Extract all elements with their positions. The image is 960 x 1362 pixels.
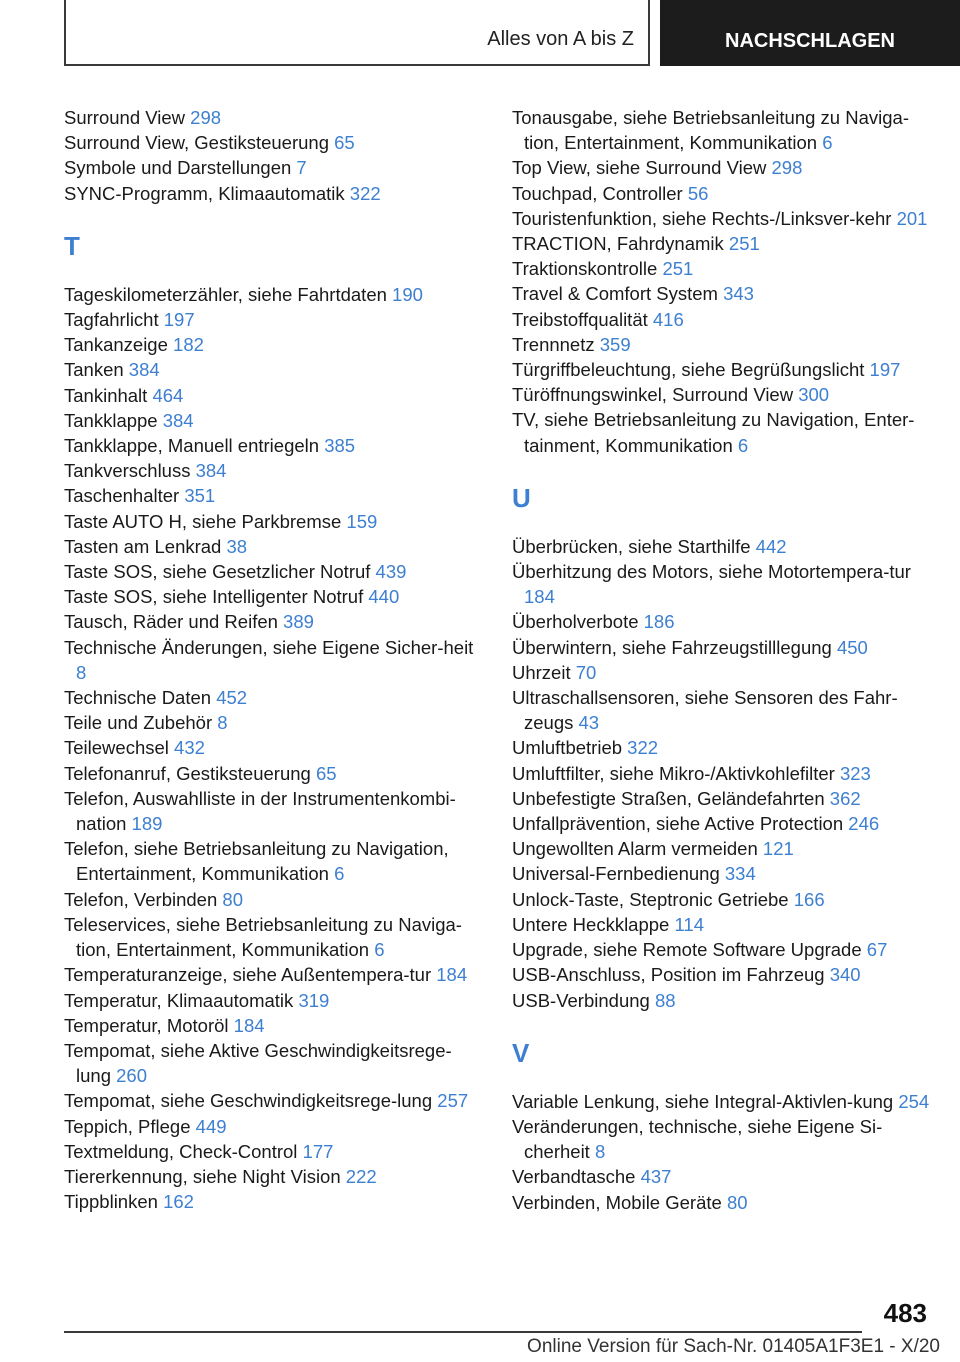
index-entry-page-link[interactable]: 8 [76,661,87,683]
index-entry-term: Temperaturanzeige, siehe Außentempera‐tur [64,964,432,986]
index-entry [64,761,484,786]
index-entry [64,130,484,155]
header-left-rule [64,0,66,66]
index-entry [64,408,484,433]
header-bottom-rule [64,64,650,66]
index-entry-page-link[interactable]: 197 [163,309,195,331]
index-column-right [512,105,932,1215]
index-entry-page-link[interactable]: 437 [640,1166,672,1188]
index-entry-term: Unlock-Taste, Steptronic Getriebe [512,888,789,910]
index-entry-page-link[interactable]: 464 [152,384,184,406]
index-entry [64,735,484,760]
index-column-left [64,105,484,1214]
index-entry-term: Surround View, Gestiksteuerung [64,132,329,154]
index-entry-term: Tankinhalt [64,384,148,406]
index-entry [64,836,484,886]
header-section-label: NACHSCHLAGEN [725,29,895,52]
index-entry [512,559,932,609]
index-entry-page-link[interactable]: 298 [190,107,222,128]
index-entry-page-link[interactable]: 442 [755,535,787,557]
index-entry-term: Umluftfilter, siehe Mikro-/Aktivkohlefilter [512,762,835,784]
index-entry [64,962,484,987]
index-entry [512,256,932,281]
index-entry-term: Trennnetz [512,333,595,355]
index-entry [512,407,932,457]
index-entry [64,155,484,180]
index-entry-term: Tempomat, siehe Aktive Geschwindigkeitsrege‐lung [64,1039,452,1087]
index-entry-page-link[interactable]: 6 [737,434,749,456]
index-entry-term: Technische Daten [64,687,212,709]
footer-rule [64,1331,862,1333]
index-entry [512,1114,932,1164]
index-entry-page-link[interactable]: 8 [594,1141,606,1163]
index-entry-page-link[interactable]: 351 [184,485,216,507]
index-entry [512,685,932,735]
index-entry-page-link[interactable]: 416 [652,308,684,330]
index-entry [512,231,932,256]
index-entry-page-link[interactable]: 298 [771,157,803,179]
index-entry [64,483,484,508]
index-entry-page-link[interactable]: 201 [896,207,928,229]
index-entry [64,912,484,962]
index-entry [512,887,932,912]
index-entry-term: Tanken [64,359,124,381]
index-entry-page-link[interactable]: 384 [195,460,227,482]
index-entry-term: Tankklappe [64,409,158,431]
index-entry-page-link[interactable]: 322 [627,737,659,759]
index-entry-term: SYNC-Programm, Klimaautomatik [64,182,345,204]
index-entry-term: Tasten am Lenkrad [64,535,222,557]
index-entry-term: Tageskilometerzähler, siehe Fahrtdaten [64,283,387,305]
index-entry-term: Ungewollten Alarm vermeiden [512,838,758,860]
index-entry [64,559,484,584]
index-entry [512,332,932,357]
index-entry-term: Türgriffbeleuchtung, siehe Begrüßungslicht [512,359,865,381]
index-entry [64,635,484,685]
index-entry-term: Untere Heckklappe [512,913,670,935]
header-chapter-title: Alles von A bis Z [487,28,634,50]
index-entry [512,912,932,937]
index-entry [512,635,932,660]
index-entry-term: Taste SOS, siehe Gesetzlicher Notruf [64,561,371,583]
index-entry-term: Umluftbetrieb [512,737,623,759]
index-entry-page-link[interactable]: 177 [302,1140,334,1162]
index-entry-term: Telefon, siehe Betriebsanleitung zu Navigation, Entertainment, Kommunikation [64,838,449,885]
index-entry-page-link[interactable]: 67 [866,939,888,961]
index-entry-page-link[interactable]: 162 [163,1191,194,1213]
index-entry [512,811,932,836]
index-entry-page-link[interactable]: 186 [643,611,675,633]
index-entry-term: Tagfahrlicht [64,309,159,331]
index-entry [64,786,484,836]
index-entry-page-link[interactable]: 222 [345,1165,377,1187]
index-entry-page-link[interactable]: 389 [283,611,314,633]
index-entry-term: Tankverschluss [64,460,191,482]
index-entry-page-link[interactable]: 260 [116,1065,147,1087]
index-letter-heading: U [512,482,531,513]
index-entry [64,710,484,735]
index-entry [64,988,484,1013]
index-entry-term: Treibstoffqualität [512,308,648,330]
index-entry-term: Tausch, Räder und Reifen [64,611,278,633]
index-entry-term: Touchpad, Controller [512,182,683,204]
index-entry [64,383,484,408]
index-entry-term: Tiererkennung, siehe Night Vision [64,1165,341,1187]
index-entry-term: Überhitzung des Motors, siehe Motortempera‐tur [512,561,911,583]
index-entry-term: Telefon, Auswahlliste in der Instrumentenkombi‐nation [64,787,456,835]
index-entry [512,206,932,231]
index-entry [64,1013,484,1038]
index-entry-page-link[interactable]: 251 [662,258,694,280]
index-entry [512,937,932,962]
footer-version-text: Online Version für Sach-Nr. 01405A1F3E1 - X/20 [527,1336,940,1357]
index-entry [512,1164,932,1189]
index-entry-page-link[interactable]: 184 [233,1014,265,1036]
index-entry [64,433,484,458]
index-entry-term: Variable Lenkung, siehe Integral-Aktivlen‐kung [512,1090,894,1112]
index-entry-term: Überholverbote [512,611,639,633]
index-entry-page-link[interactable]: 450 [836,636,868,658]
index-entry [64,685,484,710]
index-entry-page-link[interactable]: 190 [392,283,423,305]
index-entry-term: Universal-Fernbedienung [512,863,720,885]
index-entry-page-link[interactable]: 340 [829,964,861,986]
index-entry-page-link[interactable]: 319 [298,989,330,1011]
index-entry [512,155,932,180]
index-entry-term: TRACTION, Fahrdynamik [512,233,724,255]
index-entry [64,1189,484,1214]
index-entry-page-link[interactable]: 300 [798,384,830,406]
index-entry-page-link[interactable]: 121 [762,838,794,860]
index-entry-page-link[interactable]: 251 [728,233,760,255]
index-entry-term: Taste SOS, siehe Intelligenter Notruf [64,586,364,608]
index-entry-page-link[interactable]: 6 [334,863,345,885]
index-entry-page-link[interactable]: 254 [898,1090,930,1112]
index-entry [64,534,484,559]
index-entry-term: Verbandtasche [512,1166,636,1188]
index-entry-term: Traktionskontrolle [512,258,658,280]
index-entry [64,887,484,912]
index-entry-page-link[interactable]: 159 [346,510,378,532]
index-entry-term: Telefonanruf, Gestiksteuerung [64,762,311,784]
index-entry [512,962,932,987]
index-entry-page-link[interactable]: 257 [437,1090,469,1112]
index-entry-term: Teilewechsel [64,737,169,759]
index-entry-page-link[interactable]: 384 [162,409,194,431]
index-entry-term: Technische Änderungen, siehe Eigene Sicher‐heit [64,636,474,658]
index-entry [512,1089,932,1114]
index-entry-term: Teleservices, siehe Betriebsanleitung zu Naviga‐tion, Entertainment, Kommunikation [64,913,462,961]
index-entry-term: Top View, siehe Surround View [512,157,767,179]
index-entry-page-link[interactable]: 38 [226,535,248,557]
index-entry [64,1139,484,1164]
index-entry-term: USB-Anschluss, Position im Fahrzeug [512,964,825,986]
index-entry [512,988,932,1013]
index-entry-page-link[interactable]: 80 [222,888,243,910]
index-entry-term: Surround View [64,107,186,128]
index-entry [512,357,932,382]
index-entry-page-link[interactable]: 334 [724,863,756,885]
index-entry [512,534,932,559]
index-entry-page-link[interactable]: 88 [654,989,676,1011]
index-entry-term: USB-Verbindung [512,989,650,1011]
index-entry-page-link[interactable]: 362 [829,787,861,809]
index-entry-page-link[interactable]: 323 [839,762,871,784]
index-entry-page-link[interactable]: 343 [723,283,754,305]
index-entry [64,1038,484,1088]
index-entry [512,735,932,760]
index-entry-page-link[interactable]: 322 [349,182,381,204]
index-entry-term: Überwintern, siehe Fahrzeugstilllegung [512,636,832,658]
index-entry-term: Überbrücken, siehe Starthilfe [512,535,751,557]
index-entry-page-link[interactable]: 184 [524,586,555,608]
index-entry [512,660,932,685]
index-entry-term: Verbinden, Mobile Geräte [512,1191,722,1213]
index-entry-page-link[interactable]: 359 [599,333,631,355]
header-section-tab [660,0,960,66]
page-number: 483 [883,1298,927,1328]
index-entry-term: Ultraschallsensoren, siehe Sensoren des Fahr‐zeugs [512,687,898,734]
index-entry-page-link[interactable]: 184 [436,964,468,986]
index-entry-page-link[interactable]: 6 [374,939,385,961]
index-entry-page-link[interactable]: 449 [195,1115,227,1137]
index-entry-page-link[interactable]: 56 [687,182,709,204]
index-entry [64,1164,484,1189]
index-entry-term: Taschenhalter [64,485,180,507]
index-entry-page-link[interactable]: 114 [674,913,704,935]
index-entry-term: Telefon, Verbinden [64,888,218,910]
index-entry-term: Uhrzeit [512,661,571,683]
index-entry [512,861,932,886]
index-letter-heading: T [64,230,80,261]
index-entry-page-link[interactable]: 65 [315,762,337,784]
index-entry [512,786,932,811]
index-entry [64,609,484,634]
index-entry-term: Taste AUTO H, siehe Parkbremse [64,510,342,532]
index-entry-term: Tankanzeige [64,334,168,356]
index-entry-page-link[interactable]: 385 [324,435,356,457]
index-entry-term: Teile und Zubehör [64,712,213,734]
index-entry [64,458,484,483]
index-entry [64,105,484,130]
index-entry-term: Symbole und Darstellungen [64,157,292,179]
index-entry-page-link[interactable]: 80 [726,1191,748,1213]
index-entry [512,105,932,155]
index-entry-page-link[interactable]: 384 [128,359,160,381]
index-entry-term: Upgrade, siehe Remote Software Upgrade [512,939,862,961]
index-entry-term: Tippblinken [64,1191,158,1213]
index-entry [512,281,932,306]
index-entry [512,307,932,332]
index-entry-term: Unbefestigte Straßen, Geländefahrten [512,787,825,809]
index-entry-page-link[interactable]: 246 [848,813,880,835]
index-entry-term: Travel & Comfort System [512,283,718,305]
index-entry [512,1190,932,1215]
index-entry-page-link[interactable]: 439 [375,561,407,583]
index-entry [64,181,484,206]
index-entry-term: Tempomat, siehe Geschwindigkeitsrege‐lung [64,1090,433,1112]
index-entry-page-link[interactable]: 440 [368,586,400,608]
index-entry [512,761,932,786]
index-entry-term: Temperatur, Klimaautomatik [64,989,294,1011]
index-entry [512,609,932,634]
index-entry [64,307,484,332]
index-entry [64,332,484,357]
index-entry [64,509,484,534]
index-entry [64,1114,484,1139]
index-entry-term: Teppich, Pflege [64,1115,191,1137]
index-entry-term: TV, siehe Betriebsanleitung zu Navigation, Enter‐tainment, Kommunikation [512,409,915,456]
index-entry-page-link[interactable]: 452 [216,687,248,709]
index-letter-heading: V [512,1037,530,1068]
index-entry-term: Türöffnungswinkel, Surround View [512,384,794,406]
index-entry-term: Temperatur, Motoröl [64,1014,229,1036]
index-entry-term: Veränderungen, technische, siehe Eigene Si‐cherheit [512,1115,883,1163]
index-entry [64,282,484,307]
index-entry-page-link[interactable]: 70 [575,661,597,683]
index-entry [512,836,932,861]
index-entry-page-link[interactable]: 166 [793,888,825,910]
index-entry-page-link[interactable]: 197 [869,359,901,381]
index-entry-term: Tonausgabe, siehe Betriebsanleitung zu Naviga‐tion, Entertainment, Kommunikation [512,107,909,154]
index-entry-page-link[interactable]: 189 [131,813,163,835]
index-entry-page-link[interactable]: 7 [296,157,307,179]
index-entry [512,181,932,206]
index-entry [64,1088,484,1113]
index-entry-page-link[interactable]: 6 [822,132,833,154]
index-entry-page-link[interactable]: 43 [578,712,600,734]
index-entry [64,584,484,609]
index-entry-page-link[interactable]: 8 [217,712,228,734]
index-entry-page-link[interactable]: 65 [334,132,355,154]
index-entry-term: Touristenfunktion, siehe Rechts-/Linksver‐kehr [512,207,892,229]
index-entry-term: Unfallprävention, siehe Active Protection [512,813,844,835]
index-entry-term: Textmeldung, Check-Control [64,1140,298,1162]
index-entry-page-link[interactable]: 432 [174,737,205,759]
header-divider-rule [648,0,650,66]
index-entry [512,382,932,407]
index-entry-term: Tankklappe, Manuell entriegeln [64,435,320,457]
index-entry-page-link[interactable]: 182 [173,334,204,356]
index-entry [64,357,484,382]
